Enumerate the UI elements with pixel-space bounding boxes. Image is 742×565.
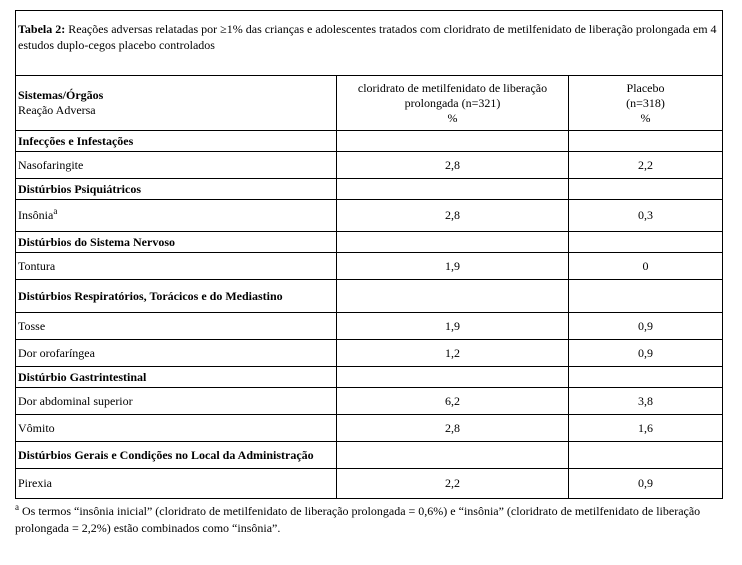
header-col3-line3: % [640,110,651,125]
document [15,10,722,537]
drug-percent: 2,8 [337,415,569,442]
header-col2-line1: cloridrato de metilfenidato de liberação [357,80,548,95]
footnote-reference: a [53,206,58,216]
reaction-name-cell [16,200,337,232]
header-placebo [569,76,723,131]
empty-cell [337,179,569,200]
table-row [16,388,723,415]
placebo-percent: 0,9 [569,313,723,340]
header-row [16,76,723,131]
reaction-name-cell [16,469,337,499]
placebo-percent: 1,6 [569,415,723,442]
caption-label: Tabela 2: [18,22,66,36]
header-col1-line1: Sistemas/Órgãos [18,88,104,102]
drug-percent: 2,2 [337,469,569,499]
drug-percent: 1,9 [337,253,569,280]
empty-cell [569,179,723,200]
placebo-percent: 2,2 [569,152,723,179]
reaction-name-cell [16,152,337,179]
placebo-percent: 0 [569,253,723,280]
empty-cell [569,232,723,253]
group-label: Distúrbios Psiquiátricos [16,179,337,200]
placebo-percent: 0,9 [569,469,723,499]
group-row [16,442,723,469]
empty-cell [569,131,723,152]
group-label: Distúrbios do Sistema Nervoso [16,232,337,253]
drug-percent: 1,9 [337,313,569,340]
group-row [16,131,723,152]
empty-cell [337,131,569,152]
drug-percent: 1,2 [337,340,569,367]
caption-text: Reações adversas relatadas por ≥1% das crianças e adolescentes tratados com cloridrato de metilfenidato de liberação prolongada em 4 estudos duplo-cegos placebo controlados [18,22,717,52]
table-row [16,469,723,499]
placebo-percent: 0,9 [569,340,723,367]
group-label: Distúrbios Gerais e Condições no Local da Administração [16,442,337,469]
reaction-name: Nasofaringite [18,157,84,172]
caption-row [16,11,723,76]
reaction-name: Dor abdominal superior [18,393,133,408]
group-row [16,179,723,200]
table-row [16,253,723,280]
reaction-name-cell [16,313,337,340]
empty-cell [337,367,569,388]
header-col1-line2: Reação Adversa [18,103,96,117]
table-caption [16,11,723,76]
placebo-percent: 3,8 [569,388,723,415]
header-col3-line2: (n=318) [626,95,665,110]
group-label: Distúrbios Respiratórios, Torácicos e do Mediastino [16,280,337,313]
reaction-name: Vômito [18,420,55,435]
header-drug [337,76,569,131]
group-row [16,232,723,253]
reaction-name: Pirexia [18,476,52,490]
header-system-organ [16,76,337,131]
group-label: Distúrbio Gastrintestinal [16,367,337,388]
header-col2-line3: % [447,110,458,125]
table-row [16,415,723,442]
reaction-name-cell [16,415,337,442]
empty-cell [337,280,569,313]
header-col3-line1: Placebo [626,80,665,95]
empty-cell [337,232,569,253]
reaction-name-cell [16,340,337,367]
header-col2-line2: prolongada (n=321) [404,95,501,110]
reaction-name: Tosse [18,318,46,333]
drug-percent: 2,8 [337,200,569,232]
placebo-percent: 0,3 [569,200,723,232]
group-row [16,280,723,313]
empty-cell [337,442,569,469]
table-row [16,313,723,340]
table-row [16,152,723,179]
empty-cell [569,280,723,313]
adverse-reactions-table [15,10,723,499]
reaction-name-cell [16,388,337,415]
empty-cell [569,367,723,388]
reaction-name: Insônia [18,208,54,222]
drug-percent: 6,2 [337,388,569,415]
table-row [16,200,723,232]
reaction-name-cell [16,253,337,280]
footnote-text: Os termos “insônia inicial” (cloridrato de metilfenidato de liberação prolongada = 0,6%) e “insônia” (cloridrato de metilfenidato de liberação prolongada = 2,2%) estão combinados como “insônia”. [15,504,701,535]
empty-cell [569,442,723,469]
reaction-name: Dor orofaríngea [18,345,95,360]
reaction-name: Tontura [18,258,56,273]
table-footnote [15,503,722,537]
group-row [16,367,723,388]
drug-percent: 2,8 [337,152,569,179]
group-label: Infecções e Infestações [16,131,337,152]
table-row [16,340,723,367]
footnote-mark: a [15,502,19,512]
